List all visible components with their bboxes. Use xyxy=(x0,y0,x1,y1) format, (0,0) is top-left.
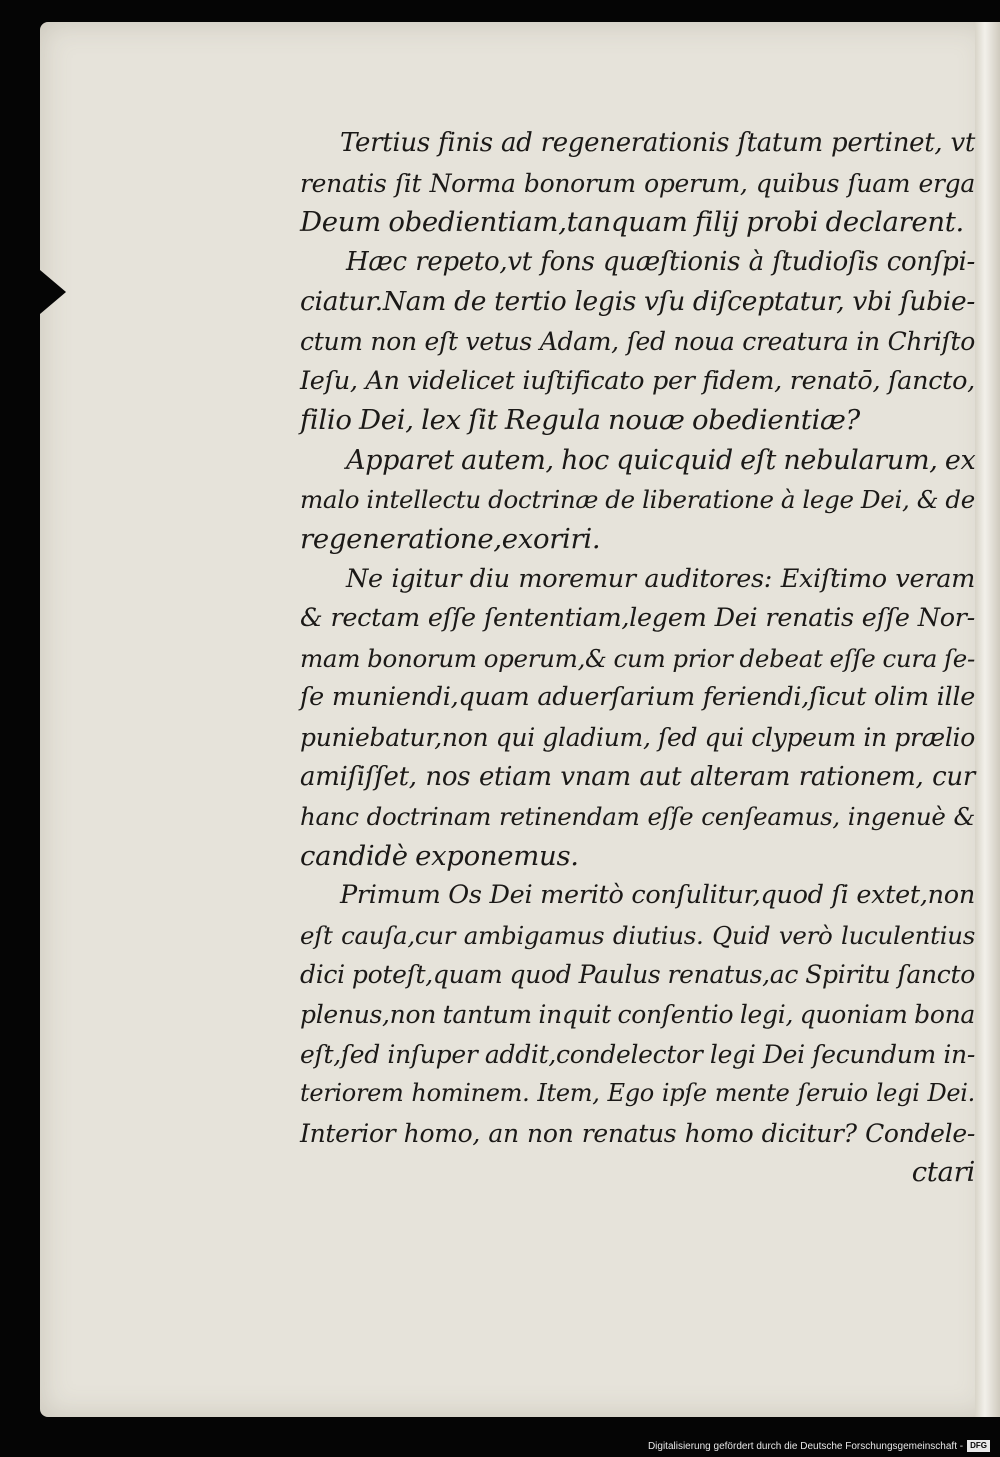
page-text xyxy=(300,124,975,1193)
text-line: malo intellectu doctrinæ de liberatione à lege Dei, & de xyxy=(300,485,975,515)
digitization-credit xyxy=(648,1440,990,1452)
text-line: & rectam eſſe ſententiam,legem Dei renatis eſſe Nor- xyxy=(300,603,975,634)
text-line: regeneratione,exoriri. xyxy=(300,522,601,555)
text-line: eſt cauſa,cur ambigamus diutius. Quid verò luculentius xyxy=(300,920,975,950)
text-line: Primum Os Dei meritò conſulitur,quod ſi extet,non xyxy=(340,880,975,911)
text-line: Tertius finis ad regenerationis ſtatum pertinet, vt xyxy=(340,128,975,158)
text-line: plenus,non tantum inquit conſentio legi, quoniam bona xyxy=(300,1000,976,1030)
text-line: Ne igitur diu moremur auditores: Exiſtimo veram xyxy=(346,563,975,594)
dfg-logo: DFG xyxy=(967,1440,990,1452)
catchword: ctari xyxy=(911,1156,975,1189)
text-line: Apparet autem, hoc quicquid eſt nebularum, ex xyxy=(346,444,976,476)
text-line: eſt,ſed inſuper addit,condelector legi Dei ſecundum in- xyxy=(300,1039,975,1069)
text-line: renatis ſit Norma bonorum operum, quibus ſuam erga xyxy=(300,168,975,198)
page-edge-notch xyxy=(40,270,66,314)
text-line: puniebatur,non qui gladium, ſed qui clypeum in prælio xyxy=(300,722,975,752)
text-line: amiſiſſet, nos etiam vnam aut alteram rationem, cur xyxy=(300,761,975,792)
text-line: Hæc repeto,vt fons quæſtionis à ſtudioſis conſpi- xyxy=(346,246,975,277)
text-line: Ieſu, An videlicet iuſtificato per fidem, renatō, ſancto, xyxy=(300,365,975,396)
text-line: Deum obedientiam,tanquam filij probi declarent. xyxy=(300,206,964,239)
text-line: dici poteſt,quam quod Paulus renatus,ac Spiritu ſancto xyxy=(300,960,975,990)
text-line: ciatur.Nam de tertio legis vſu diſceptatur, vbi ſubie- xyxy=(300,286,975,318)
text-line: ſe muniendi,quam aduerſarium feriendi,ſicut olim ille xyxy=(300,682,975,713)
credit-text: Digitalisierung gefördert durch die Deutsche Forschungsgemeinschaft - xyxy=(647,1440,964,1452)
text-line: filio Dei, lex ſit Regula nouæ obedientiæ? xyxy=(300,404,861,437)
text-line: teriorem hominem. Item, Ego ipſe mente ſeruio legi Dei. xyxy=(300,1079,975,1108)
text-line: Interior homo, an non renatus homo dicitur? Condele- xyxy=(300,1118,975,1148)
text-line: hanc doctrinam retinendam eſſe cenſeamus, ingenuè & xyxy=(300,802,975,832)
text-line: ctum non eſt vetus Adam, ſed noua creatura in Chriſto xyxy=(300,326,975,356)
text-line: mam bonorum operum,& cum prior debeat eſſe cura ſe- xyxy=(300,643,975,673)
text-line: candidè exponemus. xyxy=(300,839,579,872)
page-gutter-edge xyxy=(975,22,1000,1417)
